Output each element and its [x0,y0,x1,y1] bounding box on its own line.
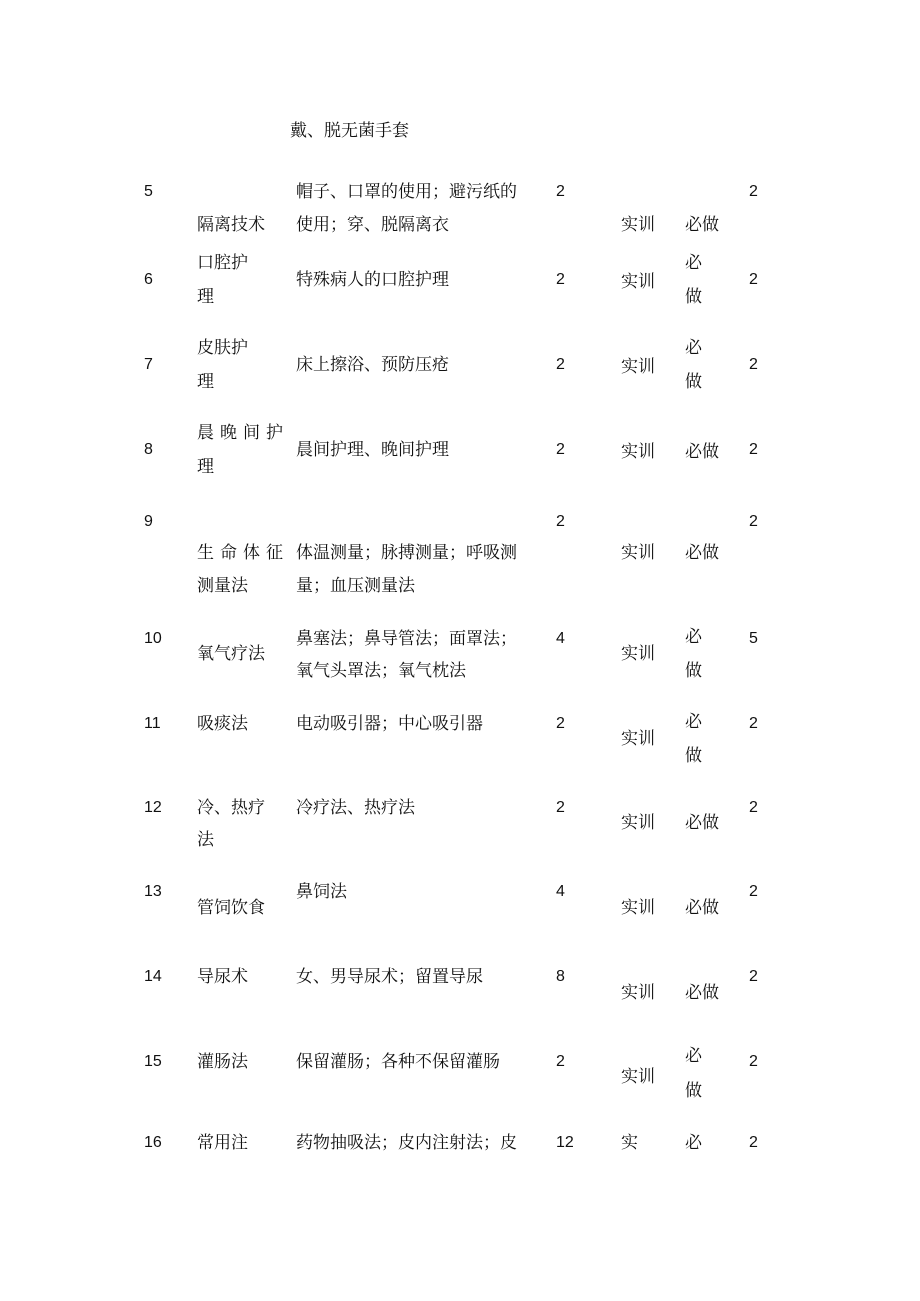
item-name-line-1: 生命体征 [197,543,283,563]
item-type: 实 [621,1133,638,1153]
item-requirement-line-2: 做 [685,372,702,392]
item-content-line-1: 保留灌肠；各种不保留灌肠 [296,1052,500,1072]
item-type: 实训 [621,644,655,664]
table-row [0,416,920,500]
row-number: 6 [144,271,153,288]
row-number: 10 [144,630,162,647]
row-number: 5 [144,183,153,200]
row-number: 13 [144,883,162,900]
item-name-line-2: 理 [197,457,214,477]
item-hours: 4 [556,630,565,647]
item-content-line-1: 药物抽吸法；皮内注射法；皮 [296,1133,517,1153]
item-name-line-1: 冷、热疗 [197,798,265,818]
item-hours: 8 [556,968,565,985]
item-content-line-1: 体温测量；脉搏测量；呼吸测 [296,543,517,563]
item-requirement-line-2: 做 [685,287,702,307]
item-name: 导尿术 [197,967,248,987]
row-number: 16 [144,1134,162,1151]
table-row [0,331,920,415]
item-name: 灌肠法 [197,1052,248,1072]
item-name-line-2: 理 [197,287,214,307]
item-content-line-1: 帽子、口罩的使用；避污纸的 [296,182,517,202]
row-number: 12 [144,799,162,816]
item-content-line-1: 鼻饲法 [296,882,347,902]
table-row [0,620,920,704]
item-score: 2 [749,968,758,985]
item-content-line-1: 晨间护理、晚间护理 [296,440,449,460]
item-score: 2 [749,799,758,816]
row-number: 8 [144,441,153,458]
item-type: 实训 [621,215,655,235]
item-hours: 12 [556,1134,574,1151]
item-name: 吸痰法 [197,714,248,734]
table-row [0,705,920,789]
item-content-line-1: 特殊病人的口腔护理 [296,270,449,290]
item-hours: 2 [556,513,565,530]
item-type: 实训 [621,983,655,1003]
item-content-line-2: 量；血压测量法 [296,576,415,596]
item-requirement: 必做 [685,543,719,563]
item-hours: 2 [556,1053,565,1070]
item-name-line-1: 皮肤护 [197,338,248,358]
item-requirement: 必 [685,1133,702,1153]
item-content-line-1: 床上擦浴、预防压疮 [296,355,449,375]
item-content-line-1: 冷疗法、热疗法 [296,798,415,818]
item-score: 2 [749,441,758,458]
item-requirement-line-2: 做 [685,661,702,681]
row-number: 11 [144,715,161,732]
item-type: 实训 [621,729,655,749]
item-hours: 2 [556,799,565,816]
item-content-line-1: 女、男导尿术；留置导尿 [296,967,483,987]
item-requirement: 必做 [685,813,719,833]
item-type: 实训 [621,898,655,918]
item-score: 2 [749,715,758,732]
table-row [0,960,920,1044]
item-content-line-2: 氧气头罩法；氧气枕法 [296,661,466,681]
item-score: 2 [749,1053,758,1070]
item-requirement-line-1: 必 [685,338,702,358]
item-score: 2 [749,1134,758,1151]
continuation-text: 戴、脱无菌手套 [290,121,409,141]
item-score: 2 [749,271,758,288]
item-requirement: 必做 [685,442,719,462]
item-score: 2 [749,883,758,900]
item-name-line-2: 法 [197,830,214,850]
row-number: 7 [144,356,153,373]
item-type: 实训 [621,1067,655,1087]
item-name: 氧气疗法 [197,644,265,664]
item-requirement: 必做 [685,983,719,1003]
table-row [0,790,920,874]
table-row [0,1045,920,1129]
table-row [0,875,920,959]
item-requirement: 必做 [685,898,719,918]
table-row [0,505,920,596]
item-hours: 4 [556,883,565,900]
row-number: 15 [144,1053,162,1070]
row-number: 9 [144,513,153,530]
item-name: 隔离技术 [197,215,265,235]
item-hours: 2 [556,715,565,732]
item-type: 实训 [621,272,655,292]
table-row [0,1126,920,1210]
item-type: 实训 [621,442,655,462]
item-score: 2 [749,513,758,530]
item-name-line-1: 晨晚间护 [197,423,283,443]
item-requirement-line-1: 必 [685,627,702,647]
item-requirement: 必做 [685,215,719,235]
item-type: 实训 [621,543,655,563]
item-score: 2 [749,183,758,200]
item-requirement-line-1: 必 [685,712,702,732]
item-content-line-2: 使用；穿、脱隔离衣 [296,215,449,235]
item-name-line-1: 口腔护 [197,253,248,273]
item-content-line-1: 电动吸引器；中心吸引器 [296,714,483,734]
item-score: 2 [749,356,758,373]
item-hours: 2 [556,356,565,373]
item-requirement-line-1: 必 [685,253,702,273]
item-hours: 2 [556,183,565,200]
item-content-line-1: 鼻塞法；鼻导管法；面罩法； [296,629,517,649]
item-hours: 2 [556,441,565,458]
table-row [0,246,920,330]
item-type: 实训 [621,813,655,833]
item-requirement-line-2: 做 [685,746,702,766]
item-name-line-2: 测量法 [197,576,248,596]
row-number: 14 [144,968,162,985]
item-name: 管饲饮食 [197,898,265,918]
item-hours: 2 [556,271,565,288]
item-requirement-line-1: 必 [685,1046,702,1066]
item-requirement-line-2: 做 [685,1081,702,1101]
item-name: 常用注 [197,1133,248,1153]
item-type: 实训 [621,357,655,377]
item-name-line-2: 理 [197,372,214,392]
item-score: 5 [749,630,758,647]
